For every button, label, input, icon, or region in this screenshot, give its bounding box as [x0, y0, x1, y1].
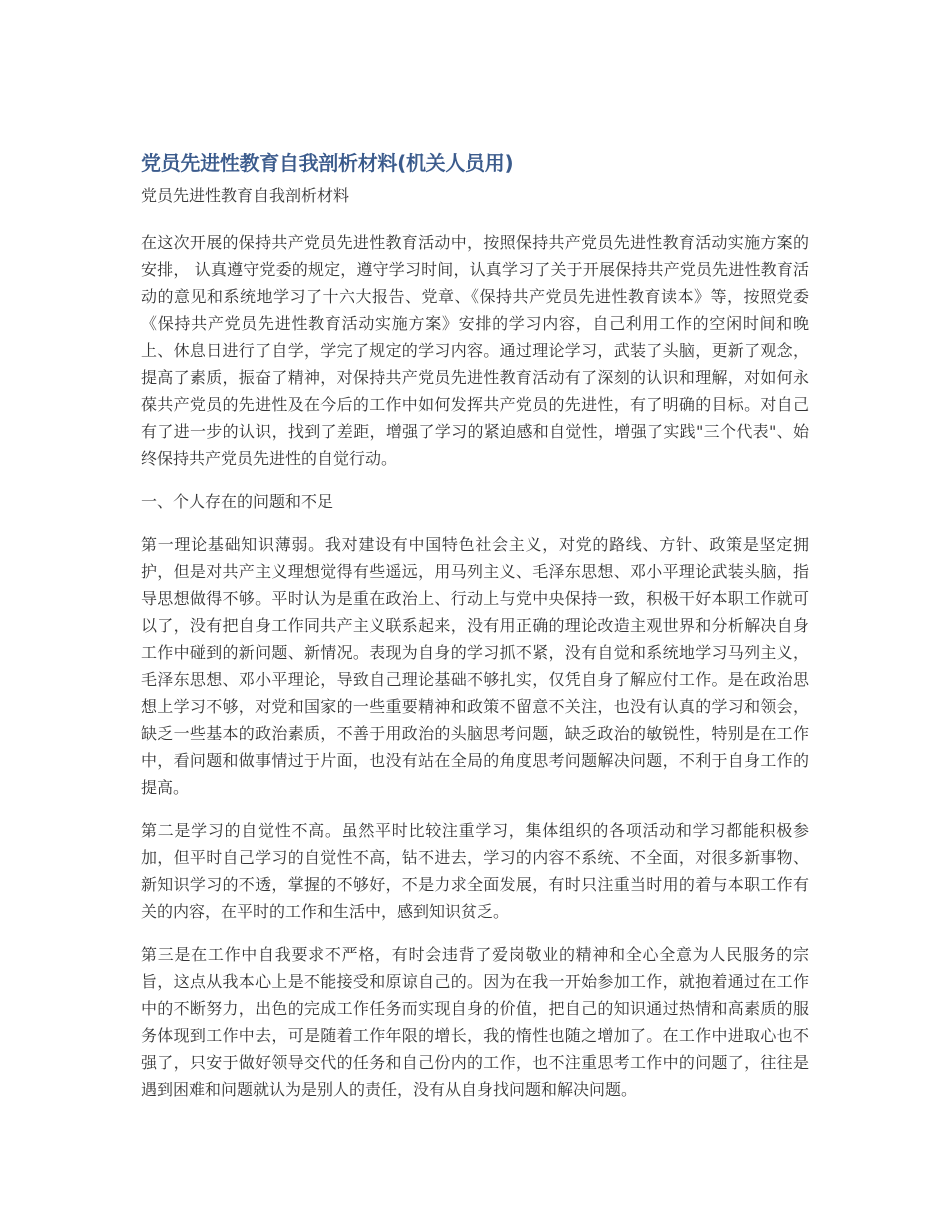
point-three-paragraph: 第三是在工作中自我要求不严格，有时会违背了爱岗敬业的精神和全心全意为人民服务的宗旨，这点从我本心上是不能接受和原谅自己的。因为在我一开始参加工作，就抱着通过在工作中的不断努力，出色的完成工作任务而实现自身的价值，把自己的知识通过热情和高素质的服务体现到工作中去，可是随着工作年限的增长，我的惰性也随之增加了。在工作中进取心也不强了，只安于做好领导交代的任务和自己份内的工作，也不注重思考工作中的问题了，往往是遇到困难和问题就认为是别人的责任，没有从自身找问题和解决问题。 — [141, 945, 809, 1099]
document-subtitle: 党员先进性教育自我剖析材料 — [141, 186, 350, 205]
point-two-paragraph: 第二是学习的自觉性不高。虽然平时比较注重学习，集体组织的各项活动和学习都能积极参加，但平时自己学习的自觉性不高，钻不进去，学习的内容不系统、不全面，对很多新事物、新知识学习的不透，掌握的不够好，不是力求全面发展，有时只注重当时用的着与本职工作有关的内容，在平时的工作和生活中，感到知识贫乏。 — [141, 821, 809, 921]
intro-paragraph: 在这次开展的保持共产党员先进性教育活动中，按照保持共产党员先进性教育活动实施方案的安排， 认真遵守党委的规定，遵守学习时间，认真学习了关于开展保持共产党员先进性教育活动的意见和系统地学习了十六大报告、党章、《保持共产党员先进性教育读本》等，按照党委《保持共产党员先进性教育活动实施方案》安排的学习内容，自己利用工作的空闲时间和晚上、休息日进行了自学，学完了规定的学习内容。通过理论学习，武装了头脑，更新了观念，提高了素质，振奋了精神，对保持共产党员先进性教育活动有了深刻的认识和理解，对如何永葆共产党员的先进性及在今后的工作中如何发挥共产党员的先进性，有了明确的目标。对自己有了进一步的认识，找到了差距，增强了学习的紧迫感和自觉性，增强了实践"三个代表"、始终保持共产党员先进性的自觉行动。 — [141, 233, 809, 468]
point-one-paragraph: 第一理论基础知识薄弱。我对建设有中国特色社会主义，对党的路线、方针、政策是坚定拥护，但是对共产主义理想觉得有些遥远，用马列主义、毛泽东思想、邓小平理论武装头脑，指导思想做得不够。平时认为是重在政治上、行动上与党中央保持一致，积极干好本职工作就可以了，没有把自身工作同共产主义联系起来，没有用正确的理论改造主观世界和分析解决自身工作中碰到的新问题、新情况。表现为自身的学习抓不紧，没有自觉和系统地学习马列主义，毛泽东思想、邓小平理论，导致自己理论基础不够扎实，仅凭自身了解应付工作。是在政治思想上学习不够，对党和国家的一些重要精神和政策不留意不关注，也没有认真的学习和领会，缺乏一些基本的政治素质，不善于用政治的头脑思考问题，缺乏政治的敏锐性，特别是在工作中，看问题和做事情过于片面，也没有站在全局的角度思考问题解决问题，不利于自身工作的提高。 — [141, 535, 809, 797]
document-title: 党员先进性教育自我剖析材料(机关人员用) — [141, 151, 514, 175]
section-heading: 一、个人存在的问题和不足 — [141, 492, 334, 511]
document-page — [141, 148, 809, 1103]
